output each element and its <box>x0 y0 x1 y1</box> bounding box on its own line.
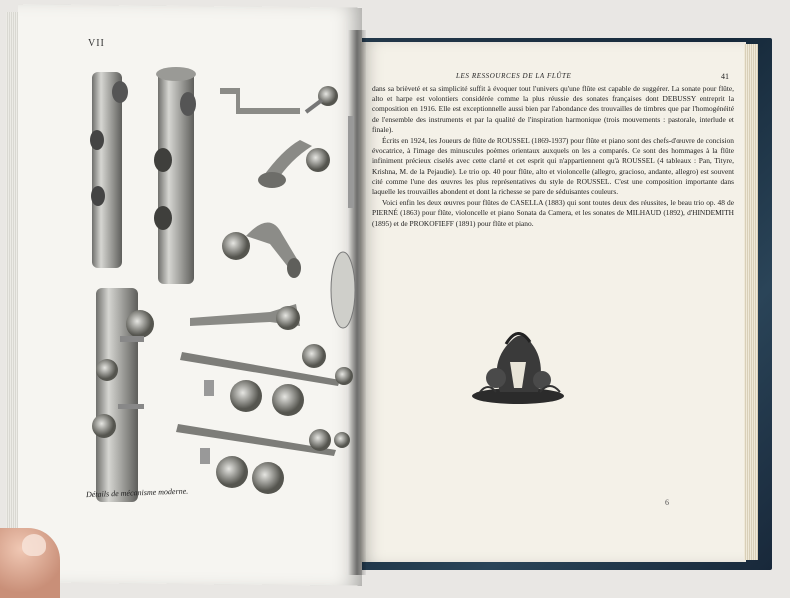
engraved-vignette-illustration <box>470 322 566 410</box>
page-body-text <box>372 84 734 230</box>
running-header: LES RESSOURCES DE LA FLÛTE <box>456 72 572 80</box>
footer-mark: 6 <box>665 498 669 507</box>
caption-line: Détails de mécanisme moderne. <box>85 486 189 500</box>
plate-number: VII <box>88 38 105 49</box>
paragraph: Écrits en 1924, les Joueurs de flûte de ROUSSEL (1869-1937) pour flûte et piano sont des chefs-d'œuvre de concision évocatrice, à l'image des minuscules poèmes orientaux auxquels on les a comparés. Ce sont des hommages à la flûte infiniment précieux ciselés avec cette clarté et cet esprit qui n'appartiennent qu'à ROUSSEL (4 tableaux : Pan, Tityre, Krishna, M. de la Pejaudie). Le trio op. 40 pour flûte, alto et violoncelle (allegro, gracioso, andante, allegro) est souvent cité comme l'une des œuvres les plus représentatives du style de ROUSSEL. C'est une composition importante dans laquelle les trouvailles abondent et dont la richesse se pare de séduisantes couleurs. <box>372 136 734 197</box>
thumbnail-nail <box>22 534 46 556</box>
paragraph: dans sa brièveté et sa simplicité suffit à évoquer tout l'univers qu'une flûte est capable de suggérer. La sonate pour flûte, alto et harpe est volontiers considérée comme la plus réussie des sonates françaises dont DEBUSSY entreprit la composition en 1916. Elle est exceptionnelle aussi bien par l'abondance des trouvailles de timbres que par l'homogénéité de l'ensemble des instruments et par la qualité de l'inspiration harmonique (trois mouvements : pastorale, interlude et finale). <box>372 84 734 134</box>
page-number: 41 <box>721 72 729 81</box>
paragraph: Voici enfin les deux œuvres pour flûtes de CASELLA (1883) qui sont toutes deux des réussites, le beau trio op. 48 de PIERNÉ (1863) pour flûte, violoncelle et piano Sonata da Camera, et les sonates de MILHAUD (1892), d'HINDEMITH (1895) et de PROKOFIEFF (1891) pour flûte et piano. <box>372 198 734 228</box>
